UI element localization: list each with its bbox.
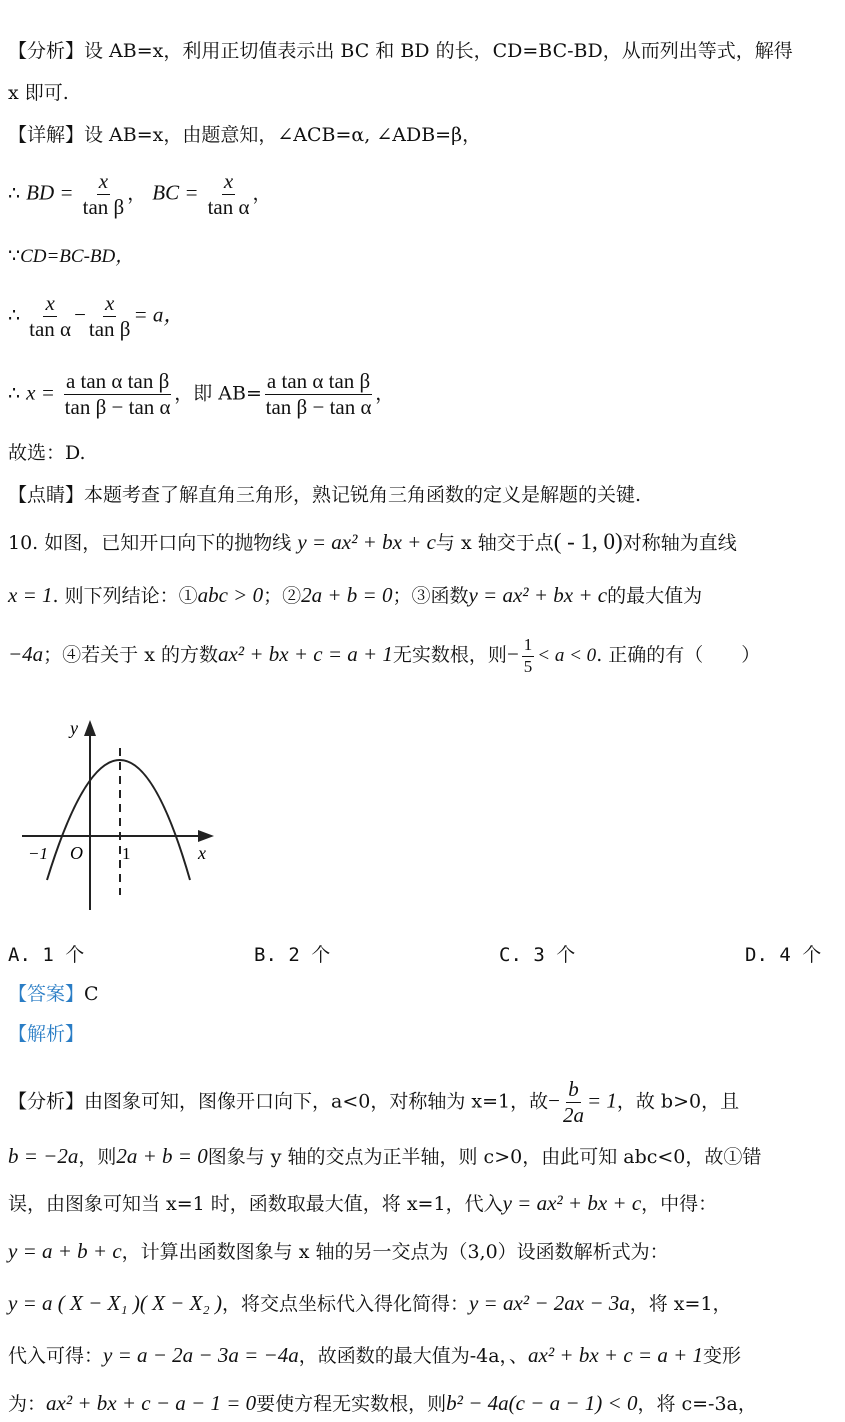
- x-axis-arrow: [198, 830, 214, 842]
- diff-equals-a: = a，: [133, 302, 185, 327]
- minus-one-label: −1: [28, 844, 48, 863]
- q10-equation: ax² + bx + c = a + 1: [217, 642, 393, 667]
- analysis2-text-3b: ，中得：: [641, 1193, 718, 1215]
- analysis2-frac-num: b: [566, 1078, 581, 1103]
- origin-label: O: [70, 843, 83, 863]
- therefore-symbol-3: ∴: [8, 382, 21, 405]
- analysis2-tag: 【分析】: [8, 1090, 85, 1113]
- analysis2-line-5: [8, 1290, 732, 1317]
- analysis2-text-1a: 由图象可知，图像开口向下，a<0，对称轴为 x=1，故: [84, 1090, 549, 1113]
- bc-denominator: tan α: [207, 195, 250, 220]
- analysis2-eq-3: y = ax² + bx + c: [502, 1191, 642, 1215]
- analysis2-fraction: [563, 1078, 584, 1127]
- bd-lhs: BD =: [26, 180, 74, 205]
- detail-text-1: 设 AB=x，由题意知，∠ACB=α, ∠ADB=β，: [84, 124, 482, 146]
- analysis2-line-4: [8, 1238, 669, 1265]
- q10-fifth-num: 1: [522, 636, 535, 657]
- analysis2-text-5a: ，将交点坐标代入得化简得：: [221, 1293, 469, 1315]
- detail-tag: 【详解】: [8, 124, 85, 146]
- diff-num-2: x: [103, 292, 116, 317]
- answer-line: [8, 983, 99, 1007]
- analysis2-neg: −: [548, 1088, 560, 1113]
- choice-a: A. 1 个: [8, 944, 85, 966]
- diff-fraction-1: [29, 292, 71, 341]
- analysis2-text-3a: 误，由图象可知当 x=1 时，函数取最大值，将 x=1，代入: [8, 1193, 503, 1215]
- therefore-symbol-2: ∴: [8, 304, 21, 327]
- analysis2-line-2: [8, 1143, 761, 1170]
- x-numerator: a tan α tan β: [64, 370, 171, 395]
- bc-numerator: x: [222, 170, 235, 195]
- y-axis-label: y: [70, 718, 78, 738]
- choice-b: B. 2 个: [254, 944, 331, 966]
- q10-ineq: < a < 0: [537, 645, 597, 667]
- q10-axis-eq: x = 1: [8, 583, 53, 607]
- ab-lead: ，即 AB=: [174, 382, 262, 405]
- bd-fraction: [83, 170, 125, 219]
- ab-comma: ，: [375, 382, 395, 405]
- analysis2-line-6: [8, 1342, 741, 1369]
- detail-choose: [8, 442, 86, 466]
- diff-den-2: tan β: [88, 317, 131, 342]
- ab-denominator: tan β − tan α: [265, 395, 372, 420]
- ab-fraction: [265, 370, 372, 419]
- detail-eq-x: [8, 370, 394, 419]
- parabola-graph: [10, 710, 225, 915]
- analysis-line-1: [8, 40, 793, 64]
- detail-because-line: [8, 245, 134, 269]
- analysis2-text-6a: 代入可得：: [8, 1345, 104, 1367]
- q10-text-1b: 与 x 轴交于点: [435, 532, 554, 554]
- comment-tag: 【点睛】: [8, 484, 85, 506]
- x-lhs: x =: [26, 380, 55, 405]
- x-denominator: tan β − tan α: [64, 395, 171, 420]
- bd-numerator: x: [97, 170, 110, 195]
- analysis2-text-1b: ，故 b>0，且: [616, 1090, 740, 1113]
- analysis2-text-5b: ，将 x=1，: [629, 1293, 732, 1315]
- analysis2-text-6b: ，故函数的最大值为-4a，、: [298, 1345, 529, 1367]
- analysis2-line-7: [8, 1390, 757, 1417]
- q10-cond-1: abc > 0: [197, 583, 264, 607]
- analysis2-text-7c: ，将 c=-3a，: [637, 1393, 757, 1415]
- q10-text-1a: 10. 如图，已知开口向下的抛物线: [8, 532, 292, 554]
- q10-line-3: [8, 636, 760, 676]
- q10-fifth: [522, 636, 535, 676]
- comment-line: [8, 484, 641, 508]
- analysis2-eq-6b: ax² + bx + c = a + 1: [528, 1343, 703, 1367]
- analysis2-eq-one: = 1: [586, 1088, 617, 1113]
- q10-line-1: [8, 528, 737, 557]
- analysis2-text-2a: ，则: [78, 1146, 117, 1168]
- bc-comma: ，: [252, 182, 272, 205]
- comment-text: 本题考查了解直角三角形，熟记锐角三角函数的定义是解题的关键.: [84, 484, 642, 506]
- choose-text: 故选：D.: [8, 442, 86, 464]
- analysis2-text-6c: 变形: [703, 1345, 742, 1367]
- bc-lhs: BC =: [152, 180, 199, 205]
- q10-text-2a: . 则下列结论：①: [52, 585, 198, 607]
- cd-equation: CD=BC-BD，: [20, 246, 135, 267]
- analysis2-eq-2ab: 2a + b = 0: [116, 1144, 208, 1168]
- analysis2-eq-b: b = −2a: [8, 1144, 79, 1168]
- analysis-line-2: [8, 82, 69, 106]
- parabola-curve: [47, 760, 190, 880]
- choice-c: C. 3 个: [499, 944, 576, 966]
- analysis2-eq-6: y = a − 2a − 3a = −4a: [103, 1343, 299, 1367]
- answer-value: C: [84, 983, 99, 1005]
- ab-numerator: a tan α tan β: [265, 370, 372, 395]
- q10-parabola-eq: y = ax² + bx + c: [297, 530, 436, 554]
- q10-cond-2: 2a + b = 0: [301, 583, 393, 607]
- y-axis-arrow: [84, 720, 96, 736]
- analysis-text-2: x 即可.: [8, 82, 69, 104]
- diff-fraction-2: [89, 292, 131, 341]
- q10-point: ( - 1, 0): [553, 529, 623, 554]
- one-label: 1: [122, 844, 131, 863]
- diff-num-1: x: [43, 292, 56, 317]
- analysis2-eq-7b: b² − 4a(c − a − 1) < 0: [446, 1391, 638, 1415]
- analysis2-line-3: [8, 1190, 717, 1217]
- x-axis-label: x: [198, 843, 206, 863]
- q10-max-value: −4a: [8, 642, 44, 667]
- q10-text-3b: ；④若关于 x 的方数: [43, 644, 218, 667]
- q10-text-2b: ；②: [263, 585, 302, 607]
- diff-den-1: tan α: [29, 317, 72, 342]
- analysis2-eq-5: y = a ( X − X₁ )( X − X₂ ): [8, 1291, 222, 1315]
- analysis2-eq-4: y = a + b + c: [8, 1239, 122, 1263]
- detail-eq-diff: [8, 292, 184, 341]
- q10-text-3d: . 正确的有（ ）: [596, 644, 761, 667]
- analysis2-text-7a: 为：: [8, 1393, 47, 1415]
- q10-text-3c: 无实数根，则: [392, 644, 507, 667]
- choice-d: D. 4 个: [745, 944, 822, 966]
- bd-denominator: tan β: [82, 195, 125, 220]
- detail-eq-bd-bc: [8, 170, 272, 219]
- analysis-text-1: 设 AB=x，利用正切值表示出 BC 和 BD 的长，CD=BC-BD，从而列出等式，解得: [84, 40, 793, 62]
- answer-tag: 【答案】: [8, 983, 85, 1005]
- analysis2-text-7b: 要使方程无实数根，则: [256, 1393, 447, 1415]
- q10-text-2c: ；③函数: [392, 585, 469, 607]
- because-symbol: ∵: [8, 245, 21, 267]
- q10-line-2: [8, 582, 702, 609]
- detail-line-1: [8, 124, 481, 148]
- q10-cond-3: y = ax² + bx + c: [468, 583, 608, 607]
- analysis2-text-2b: 图象与 y 轴的交点为正半轴，则 c>0，由此可知 abc<0，故①错: [207, 1146, 762, 1168]
- q10-neg: −: [506, 642, 519, 667]
- minus-sign: −: [74, 302, 86, 327]
- bc-fraction: [208, 170, 250, 219]
- bd-comma: ，: [127, 182, 147, 205]
- analysis2-eq-5b: y = ax² − 2ax − 3a: [468, 1291, 630, 1315]
- q10-text-1c: 对称轴为直线: [622, 532, 737, 554]
- q10-text-2d: 的最大值为: [607, 585, 703, 607]
- analysis2-text-4a: ，计算出函数图象与 x 轴的另一交点为（3,0）设函数解析式为：: [121, 1241, 669, 1263]
- analysis2-frac-den: 2a: [562, 1103, 584, 1128]
- solution-tag: 【解析】: [8, 1023, 85, 1045]
- analysis2-line-1: [8, 1078, 739, 1127]
- q10-fifth-den: 5: [523, 656, 533, 676]
- x-fraction: [64, 370, 171, 419]
- analysis-tag: 【分析】: [8, 40, 85, 62]
- therefore-symbol: ∴: [8, 182, 21, 205]
- analysis2-eq-7: ax² + bx + c − a − 1 = 0: [46, 1391, 257, 1415]
